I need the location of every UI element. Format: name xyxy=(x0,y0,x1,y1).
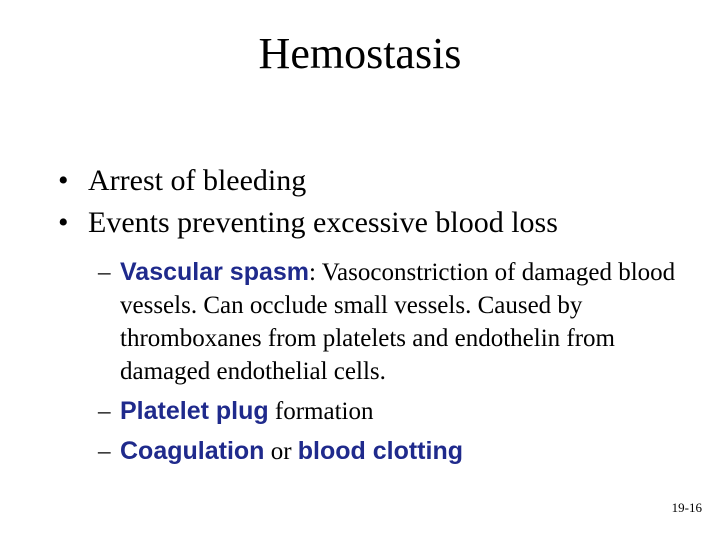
bullet-dot: • xyxy=(58,206,69,239)
bullet-text: Arrest of bleeding xyxy=(88,164,307,197)
sub-bullet-dash: – xyxy=(98,438,111,465)
sub-bullet-text: formation xyxy=(268,398,374,425)
sub-bullet-text: or xyxy=(264,438,298,465)
sub-bullet-item xyxy=(58,435,678,468)
sub-bullet-item xyxy=(58,395,678,428)
slide-title: Hemostasis xyxy=(258,29,462,78)
bullet-text: Events preventing excessive blood loss xyxy=(88,206,558,239)
sub-bullet-container xyxy=(58,256,678,468)
page-number: 19-16 xyxy=(671,500,702,515)
term-highlight: blood clotting xyxy=(297,437,463,465)
term-highlight: Vascular spasm xyxy=(120,258,310,286)
term-highlight: Coagulation xyxy=(120,437,265,465)
sub-bullet-dash: – xyxy=(98,398,111,425)
bullet-item xyxy=(58,202,678,244)
bullet-list xyxy=(58,160,678,475)
bullet-dot: • xyxy=(58,164,69,197)
sub-bullet-text: : Vasoconstriction of damaged blood vessels. Can occlude small vessels. Caused by thromboxanes from platelets and endothelin from damaged endothelial cells. xyxy=(120,259,676,385)
sub-bullet-item xyxy=(58,256,678,388)
sub-bullet-dash: – xyxy=(98,259,111,286)
term-highlight: Platelet plug xyxy=(120,397,269,425)
sub-bullet-list xyxy=(58,256,678,468)
bullet-item xyxy=(58,160,678,202)
